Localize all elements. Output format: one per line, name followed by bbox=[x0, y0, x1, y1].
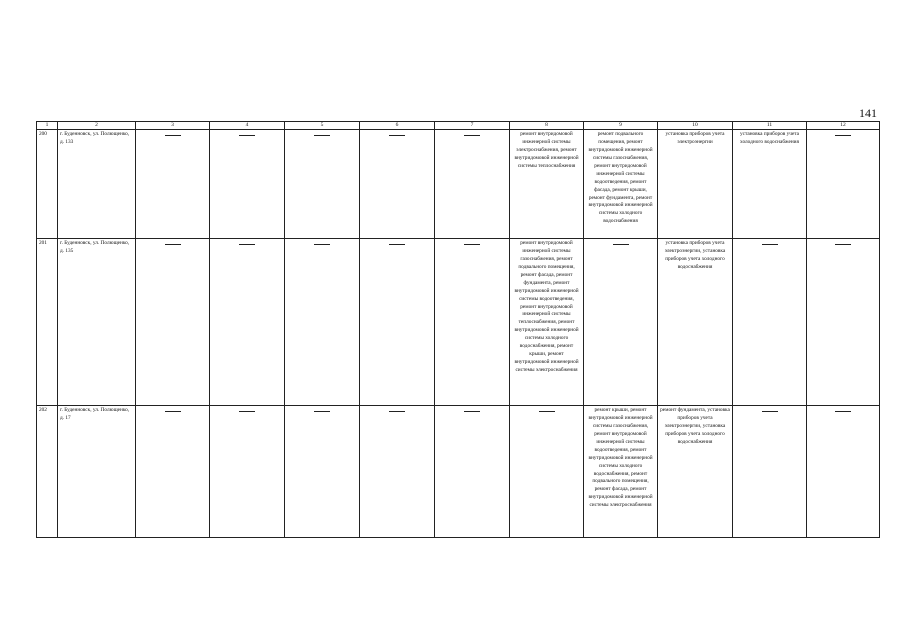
empty-dash-cell bbox=[510, 406, 584, 538]
empty-dash-cell bbox=[360, 406, 435, 538]
table-row bbox=[37, 130, 880, 239]
empty-dash-cell bbox=[360, 130, 435, 239]
dash-mark bbox=[539, 411, 555, 412]
works-cell-col10: ремонт фундамента, установка приборов учета электроэнергии, установка приборов учета холодного водоснабжения bbox=[658, 406, 733, 538]
column-header: 3 bbox=[136, 122, 210, 130]
dash-mark bbox=[165, 135, 181, 136]
works-cell-col9: ремонт подвального помещения, ремонт внутридомовой инженерной системы газоснабжения, ремонт внутридомовой инженерной системы водоотведения, ремонт фасада, ремонт крыши, ремонт фундамента, ремонт внутридомовой инженерной системы холодного водоснабжения bbox=[584, 130, 658, 239]
empty-dash-cell bbox=[136, 130, 210, 239]
empty-dash-cell bbox=[360, 239, 435, 406]
empty-dash-cell bbox=[807, 239, 880, 406]
works-cell-col10: установка приборов учета электроэнергии bbox=[658, 130, 733, 239]
empty-dash-cell bbox=[733, 406, 807, 538]
dash-mark bbox=[314, 135, 330, 136]
empty-dash-cell bbox=[435, 239, 510, 406]
column-header: 6 bbox=[360, 122, 435, 130]
column-header: 11 bbox=[733, 122, 807, 130]
empty-dash-cell bbox=[210, 406, 285, 538]
empty-dash-cell bbox=[807, 406, 880, 538]
column-header: 2 bbox=[58, 122, 136, 130]
dash-mark bbox=[389, 411, 405, 412]
table-row bbox=[37, 239, 880, 406]
dash-mark bbox=[239, 411, 255, 412]
column-header: 7 bbox=[435, 122, 510, 130]
dash-mark bbox=[762, 411, 778, 412]
empty-dash-cell bbox=[435, 406, 510, 538]
table-row bbox=[37, 406, 880, 538]
works-cell-col11: установка приборов учета холодного водоснабжения bbox=[733, 130, 807, 239]
row-number: 202 bbox=[37, 406, 58, 538]
column-header: 8 bbox=[510, 122, 584, 130]
address-cell: г. Буденновск, ул. Полющенко, д. 17 bbox=[58, 406, 136, 538]
row-number: 201 bbox=[37, 239, 58, 406]
column-header: 1 bbox=[37, 122, 58, 130]
dash-mark bbox=[389, 244, 405, 245]
dash-mark bbox=[239, 244, 255, 245]
address-cell: г. Буденновск, ул. Полющенко, д. 133 bbox=[58, 130, 136, 239]
row-number: 200 bbox=[37, 130, 58, 239]
empty-dash-cell bbox=[584, 239, 658, 406]
dash-mark bbox=[464, 244, 480, 245]
dash-mark bbox=[314, 244, 330, 245]
address-cell: г. Буденновск, ул. Полющенко, д. 135 bbox=[58, 239, 136, 406]
works-cell-col10: установка приборов учета электроэнергии, установка приборов учета холодного водоснабжения bbox=[658, 239, 733, 406]
empty-dash-cell bbox=[435, 130, 510, 239]
column-header: 5 bbox=[285, 122, 360, 130]
column-header: 12 bbox=[807, 122, 880, 130]
empty-dash-cell bbox=[733, 239, 807, 406]
column-header: 4 bbox=[210, 122, 285, 130]
dash-mark bbox=[613, 244, 629, 245]
empty-dash-cell bbox=[136, 239, 210, 406]
header-row bbox=[37, 122, 880, 130]
dash-mark bbox=[464, 411, 480, 412]
dash-mark bbox=[762, 244, 778, 245]
empty-dash-cell bbox=[285, 406, 360, 538]
dash-mark bbox=[835, 411, 851, 412]
works-table bbox=[36, 121, 880, 538]
dash-mark bbox=[314, 411, 330, 412]
dash-mark bbox=[464, 135, 480, 136]
dash-mark bbox=[239, 135, 255, 136]
dash-mark bbox=[835, 135, 851, 136]
page-number: 141 bbox=[859, 106, 877, 120]
empty-dash-cell bbox=[210, 239, 285, 406]
empty-dash-cell bbox=[136, 406, 210, 538]
dash-mark bbox=[835, 244, 851, 245]
empty-dash-cell bbox=[807, 130, 880, 239]
column-header: 9 bbox=[584, 122, 658, 130]
works-cell-col8: ремонт внутридомовой инженерной системы газоснабжения, ремонт подвального помещения, ремонт фасада, ремонт фундамента, ремонт внутридомовой инженерной системы водоотведения, ремонт внутридомовой инженерной системы теплоснабжения, ремонт внутридомовой инженерной системы холодного водоснабжения, ремонт крыши, ремонт внутридомовой инженерной системы электроснабжения bbox=[510, 239, 584, 406]
column-header: 10 bbox=[658, 122, 733, 130]
empty-dash-cell bbox=[285, 130, 360, 239]
dash-mark bbox=[165, 411, 181, 412]
works-cell-col9: ремонт крыши, ремонт внутридомовой инженерной системы газоснабжения, ремонт внутридомовой инженерной системы водоотведения, ремонт внутридомовой инженерной системы холодного водоснабжения, ремонт подвального помещения, ремонт фасада, ремонт внутридомовой инженерной системы электроснабжения bbox=[584, 406, 658, 538]
works-cell-col8: ремонт внутридомовой инженерной системы электроснабжения, ремонт внутридомовой инженерной системы теплоснабжения bbox=[510, 130, 584, 239]
empty-dash-cell bbox=[210, 130, 285, 239]
dash-mark bbox=[165, 244, 181, 245]
empty-dash-cell bbox=[285, 239, 360, 406]
dash-mark bbox=[389, 135, 405, 136]
